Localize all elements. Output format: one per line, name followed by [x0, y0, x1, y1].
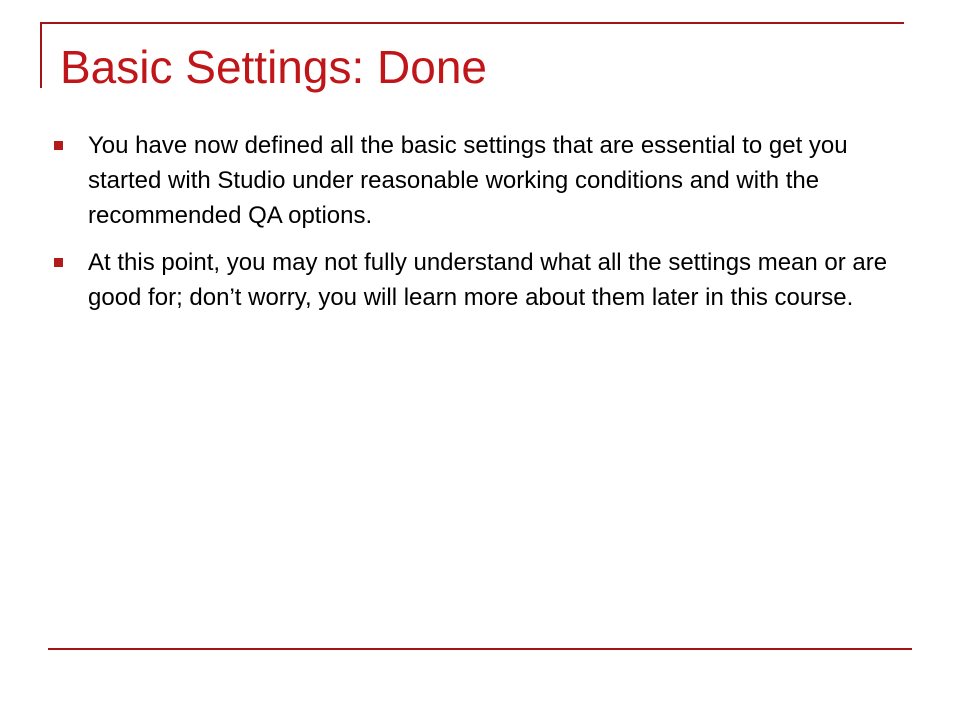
bottom-rule — [48, 648, 912, 650]
bullet-item — [54, 128, 914, 233]
bullet-item — [54, 245, 914, 315]
square-bullet-icon — [54, 141, 63, 150]
bullet-text: You have now defined all the basic settings that are essential to get you started with Studio under reasonable working conditions and with the recommended QA options. — [88, 132, 848, 229]
bullet-list — [54, 128, 914, 327]
slide-title: Basic Settings: Done — [60, 41, 488, 93]
left-rule — [40, 22, 42, 88]
top-rule — [42, 22, 904, 24]
bullet-text: At this point, you may not fully understand what all the settings mean or are good for; don’t worry, you will learn more about them later in this course. — [88, 249, 888, 311]
square-bullet-icon — [54, 258, 63, 267]
